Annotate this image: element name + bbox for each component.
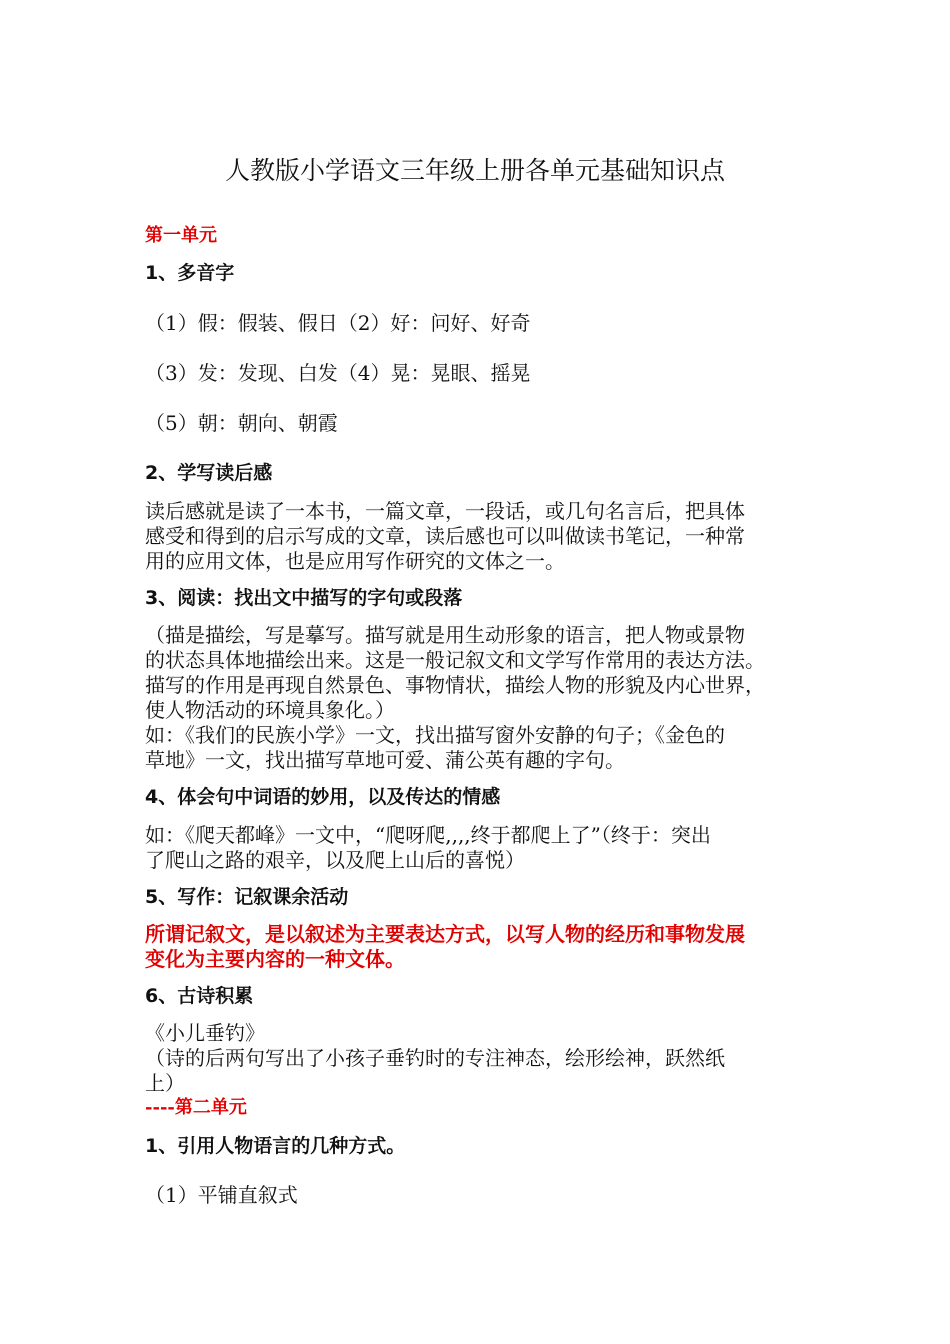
unit1-s5-heading: 5、写作：记叙课余活动 bbox=[145, 886, 349, 908]
unit1-heading: 第一单元 bbox=[145, 225, 217, 246]
unit1-s4-line: 了爬山之路的艰辛，以及爬上山后的喜悦） bbox=[145, 848, 525, 872]
unit1-s1-line: （1）假：假装、假日（2）好：问好、好奇 bbox=[145, 311, 531, 335]
unit1-s5-definition-line: 变化为主要内容的一种文体。 bbox=[145, 947, 405, 971]
unit2-s1-line: （1）平铺直叙式 bbox=[145, 1183, 298, 1207]
unit1-s6-line: （诗的后两句写出了小孩子垂钓时的专注神态，绘形绘神，跃然纸 bbox=[145, 1046, 725, 1070]
unit1-s6-poem-title: 《小儿垂钓》 bbox=[145, 1021, 265, 1045]
page-title: 人教版小学语文三年级上册各单元基础知识点 bbox=[224, 156, 725, 185]
unit1-s3-line: （描是描绘，写是摹写。描写就是用生动形象的语言，把人物或景物 bbox=[145, 623, 745, 647]
unit1-s1-line: （3）发：发现、白发（4）晃：晃眼、摇晃 bbox=[145, 361, 531, 385]
unit1-s3-line: 如：《我们的民族小学》一文，找出描写窗外安静的句子；《金色的 bbox=[145, 723, 725, 747]
unit1-s3-line: 使人物活动的环境具象化。） bbox=[145, 698, 395, 722]
unit2-s1-heading: 1、引用人物语言的几种方式。 bbox=[145, 1135, 406, 1157]
unit1-s3-line: 草地》一文，找出描写草地可爱、蒲公英有趣的字句。 bbox=[145, 748, 625, 772]
unit1-s1-line: （5）朝：朝向、朝霞 bbox=[145, 411, 338, 435]
unit1-s3-line: 描写的作用是再现自然景色、事物情状，描绘人物的形貌及内心世界， bbox=[145, 673, 765, 697]
unit1-s1-heading: 1、多音字 bbox=[145, 262, 235, 284]
unit1-s2-line: 用的应用文体，也是应用写作研究的文体之一。 bbox=[145, 549, 565, 573]
unit1-s6-line: 上） bbox=[145, 1071, 185, 1095]
unit1-s6-heading: 6、古诗积累 bbox=[145, 985, 254, 1007]
unit1-s3-line: 的状态具体地描绘出来。这是一般记叙文和文学写作常用的表达方法。 bbox=[145, 648, 765, 672]
unit1-s4-heading: 4、体会句中词语的妙用，以及传达的情感 bbox=[145, 786, 501, 808]
unit1-s2-line: 感受和得到的启示写成的文章，读后感也可以叫做读书笔记，一种常 bbox=[145, 524, 745, 548]
unit1-s4-line: 如：《爬天都峰》一文中，“爬呀爬,,,,终于都爬上了”（终于：突出 bbox=[145, 823, 711, 847]
unit1-s2-heading: 2、学写读后感 bbox=[145, 462, 273, 484]
unit1-s2-line: 读后感就是读了一本书，一篇文章，一段话，或几句名言后，把具体 bbox=[145, 499, 745, 523]
unit1-s3-heading: 3、阅读：找出文中描写的字句或段落 bbox=[145, 587, 463, 609]
unit1-s5-definition-line: 所谓记叙文，是以叙述为主要表达方式，以写人物的经历和事物发展 bbox=[145, 922, 745, 946]
unit2-heading: ----第二单元 bbox=[145, 1097, 247, 1118]
